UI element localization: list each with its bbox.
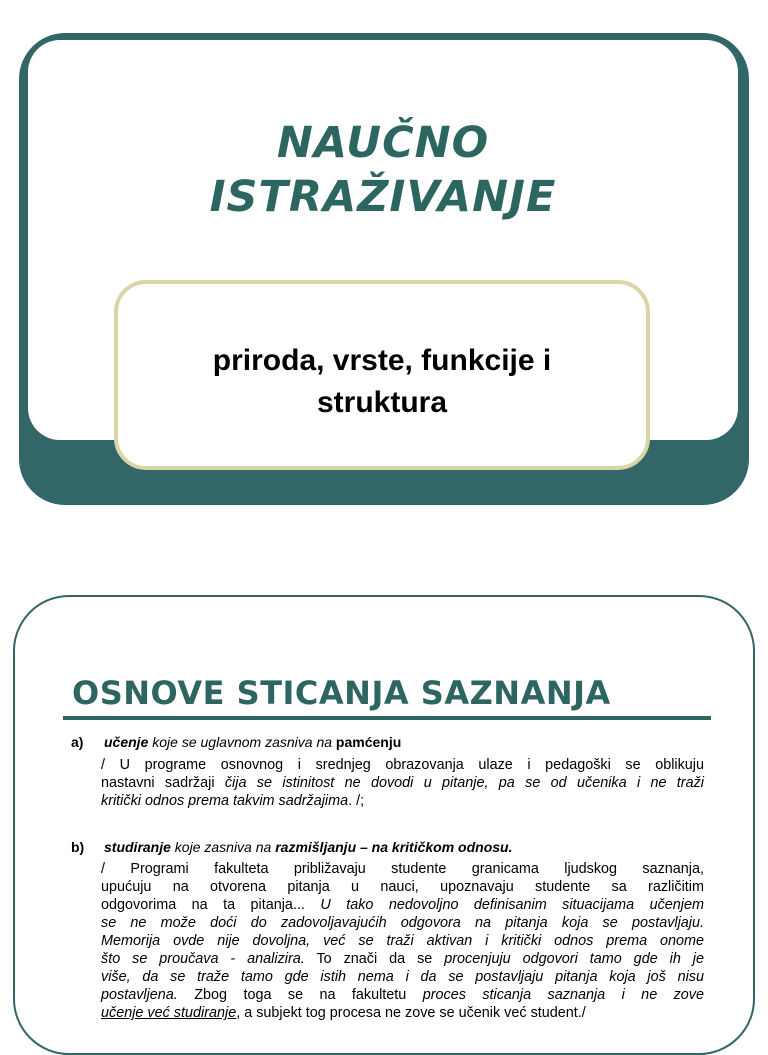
slide-title — [28, 116, 738, 224]
paragraph-line — [101, 774, 704, 792]
text-run: nastavni sadržaji — [101, 775, 225, 791]
slide-subtitle — [120, 340, 644, 424]
paragraph-line — [101, 986, 704, 1004]
paragraph-line — [101, 792, 704, 810]
item-a-description: koje se uglavnom zasniva na — [148, 734, 336, 750]
item-b-emphasis: razmišljanju – na kritičkom odnosu. — [275, 839, 513, 855]
text-run: se ne može doći do zadovoljavajućih odgovora na pitanja koja se postavljaju. — [101, 915, 704, 931]
text-run: upućuju na otvorena pitanja u nauci, upoznavaju studente sa različitim — [101, 879, 704, 895]
text-run: postavljena. — [101, 987, 178, 1003]
item-a-emphasis: pamćenju — [335, 734, 402, 750]
content-slide-title: OSNOVE STICANJA SAZNANJA — [72, 674, 611, 712]
item-b-heading — [71, 838, 513, 856]
text-run: Memorija ovde nije dovoljna, već se traži aktivan i kritički odnos prema onome — [101, 933, 704, 949]
paragraph-line — [101, 950, 704, 968]
item-a-term: učenje — [104, 734, 149, 750]
item-a-marker: a) — [71, 734, 84, 750]
paragraph-line — [101, 756, 704, 774]
text-run: / U programe osnovnog i srednjeg obrazovanja ulaze i pedagoški se oblikuju — [101, 757, 704, 773]
item-b-term: studiranje — [104, 839, 171, 855]
item-a-paragraph — [101, 756, 704, 810]
text-run: U tako nedovoljno definisanim situacijama učenjem — [320, 897, 704, 913]
subtitle-line-2: struktura — [316, 386, 448, 419]
text-run: odgovorima na ta pitanja... — [101, 897, 321, 913]
item-b-paragraph — [101, 860, 704, 1022]
item-b-marker: b) — [71, 839, 85, 855]
text-run: čija se istinitost ne dovodi u pitanje, pa se od učenika i ne traži — [224, 775, 704, 791]
paragraph-line — [101, 932, 704, 950]
title-line-1: NAUČNO — [276, 118, 490, 168]
paragraph-line — [101, 860, 704, 878]
text-run: više, da se traže tamo gde istih nema i da se postavljaju pitanja koja još nisu — [101, 969, 704, 985]
paragraph-line — [101, 914, 704, 932]
text-run: kritički odnos prema takvim sadržajima — [101, 793, 349, 809]
title-underline — [63, 716, 711, 720]
title-line-2: ISTRAŽIVANJE — [209, 172, 557, 222]
item-a-heading — [71, 733, 401, 751]
text-run: procenjuju odgovori tamo gde ih je — [444, 951, 704, 967]
text-run: , a subjekt tog procesa ne zove se učenik već student./ — [236, 1005, 586, 1021]
subtitle-line-1: priroda, vrste, funkcije i — [212, 344, 552, 377]
paragraph-line — [101, 878, 704, 896]
text-run: Zbog toga se na fakultetu — [177, 987, 423, 1003]
paragraph-line — [101, 1004, 704, 1022]
paragraph-line — [101, 896, 704, 914]
item-b-description: koje zasniva na — [170, 839, 276, 855]
paragraph-line — [101, 968, 704, 986]
text-run: To znači da se — [304, 951, 445, 967]
text-run: što se proučava - analizira. — [101, 951, 305, 967]
text-run: proces sticanja saznanja i ne zove — [422, 987, 705, 1003]
text-run: / Programi fakulteta približavaju studente granicama ljudskog saznanja, — [101, 861, 704, 877]
text-run: . /; — [348, 793, 365, 809]
text-run: učenje već studiranje — [101, 1005, 237, 1021]
